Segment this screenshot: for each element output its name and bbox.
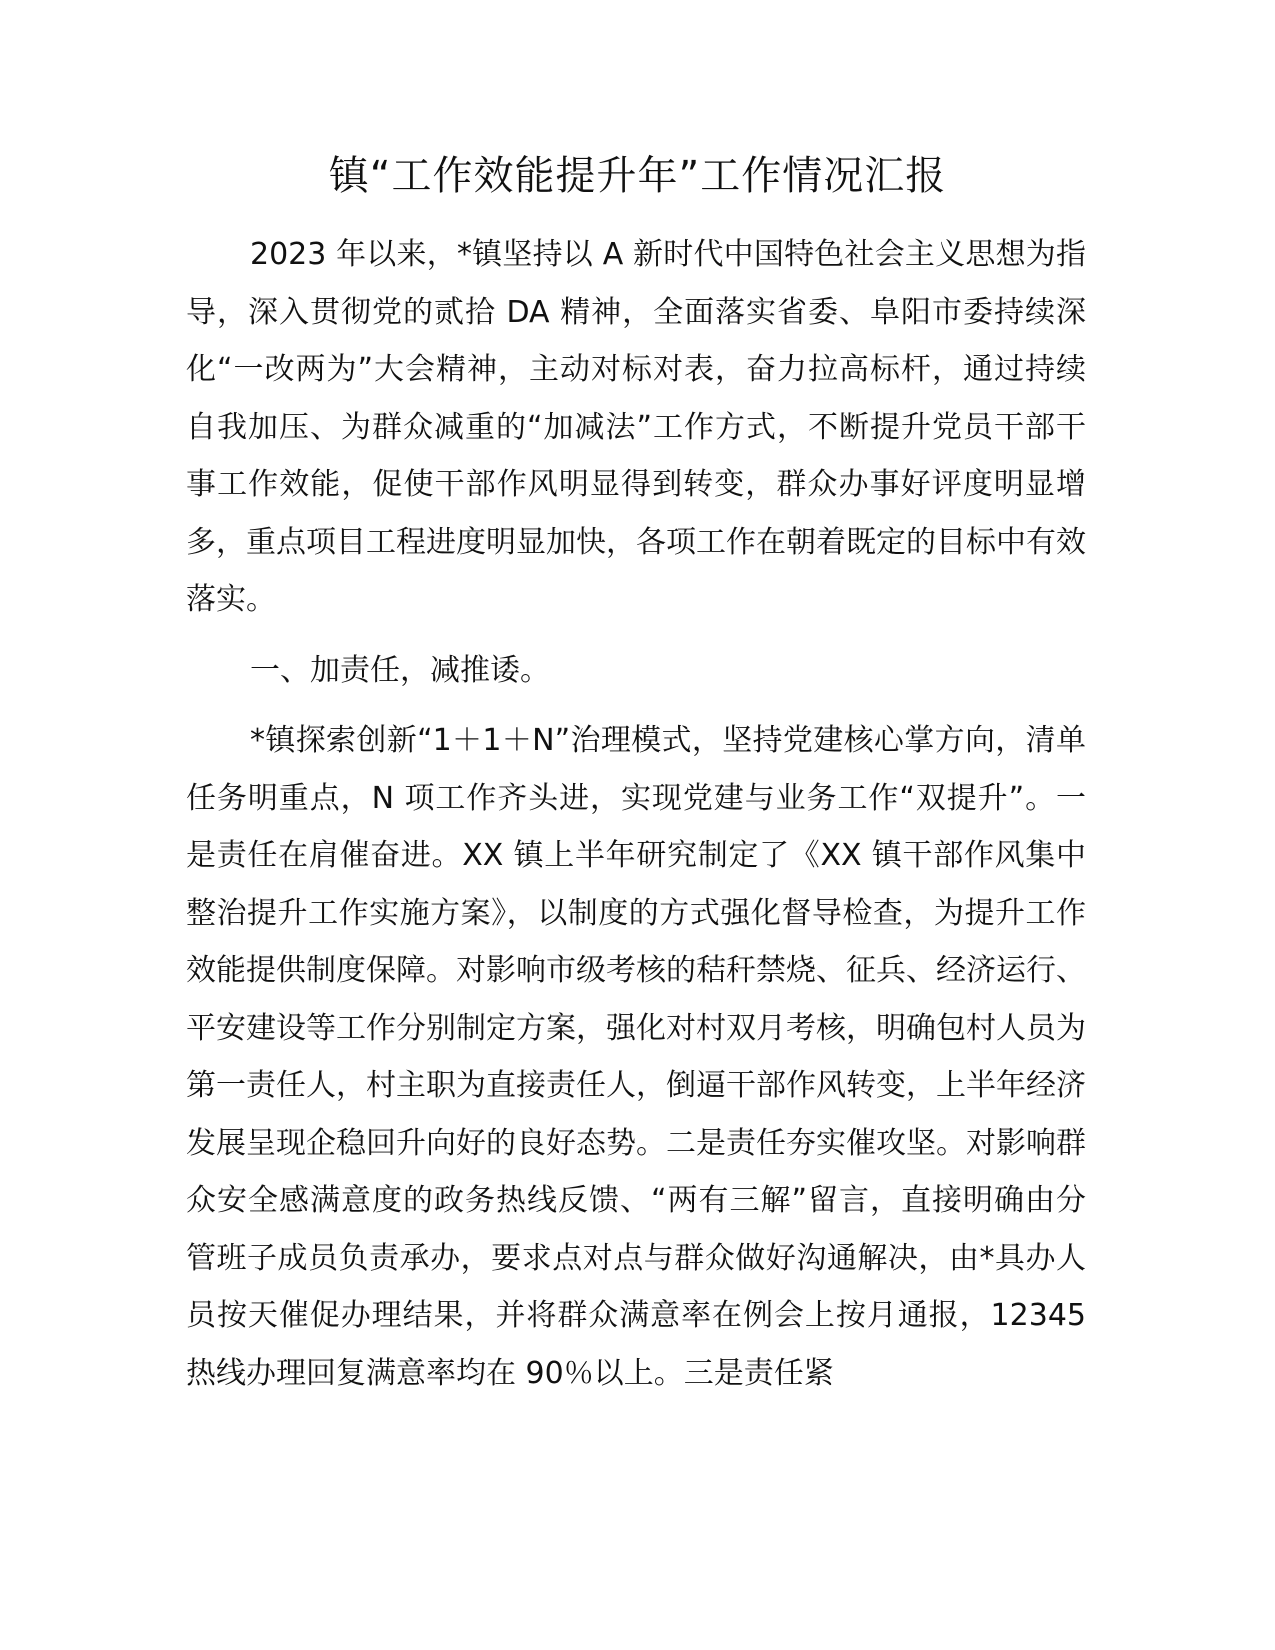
intro-paragraph: 2023 年以来，*镇坚持以 A 新时代中国特色社会主义思想为指导，深入贯彻党的贰拾 DA 精神，全面落实省委、阜阳市委持续深化“一改两为”大会精神，主动对标对表，奋力拉高标杆，通过持续自我加压、为群众减重的“加减法”工作方式，不断提升党员干部干事工作效能，促使干部作风明显得到转变，群众办事好评度明显增多，重点项目工程进度明显加快，各项工作在朝着既定的目标中有效落实。 (186, 237, 1086, 617)
document-title: 镇“工作效能提升年”工作情况汇报 (328, 153, 947, 199)
section-paragraph: *镇探索创新“1＋1＋N”治理模式，坚持党建核心掌方向，清单任务明重点，N 项工作齐头进，实现党建与业务工作“双提升”。一是责任在肩催奋进。XX 镇上半年研究制定了《XX 镇干部作风集中整治提升工作实施方案》，以制度的方式强化督导检查，为提升工作效能提供制度保障。对影响市级考核的秸秆禁烧、征兵、经济运行、平安建设等工作分别制定方案，强化对村双月考核，明确包村人员为第一责任人，村主职为直接责任人，倒逼干部作风转变，上半年经济发展呈现企稳回升向好的良好态势。二是责任夯实催攻坚。对影响群众安全感满意度的政务热线反馈、“两有三解”留言，直接明确由分管班子成员负责承办，要求点对点与群众做好沟通解决，由*具办人员按天催促办理结果，并将群众满意率在例会上按月通报，12345 热线办理回复满意率均在 90％以上。三是责任紧 (186, 723, 1086, 1391)
section-heading: 一、加责任，减推诿。 (250, 652, 550, 688)
document-body (186, 226, 1086, 1415)
